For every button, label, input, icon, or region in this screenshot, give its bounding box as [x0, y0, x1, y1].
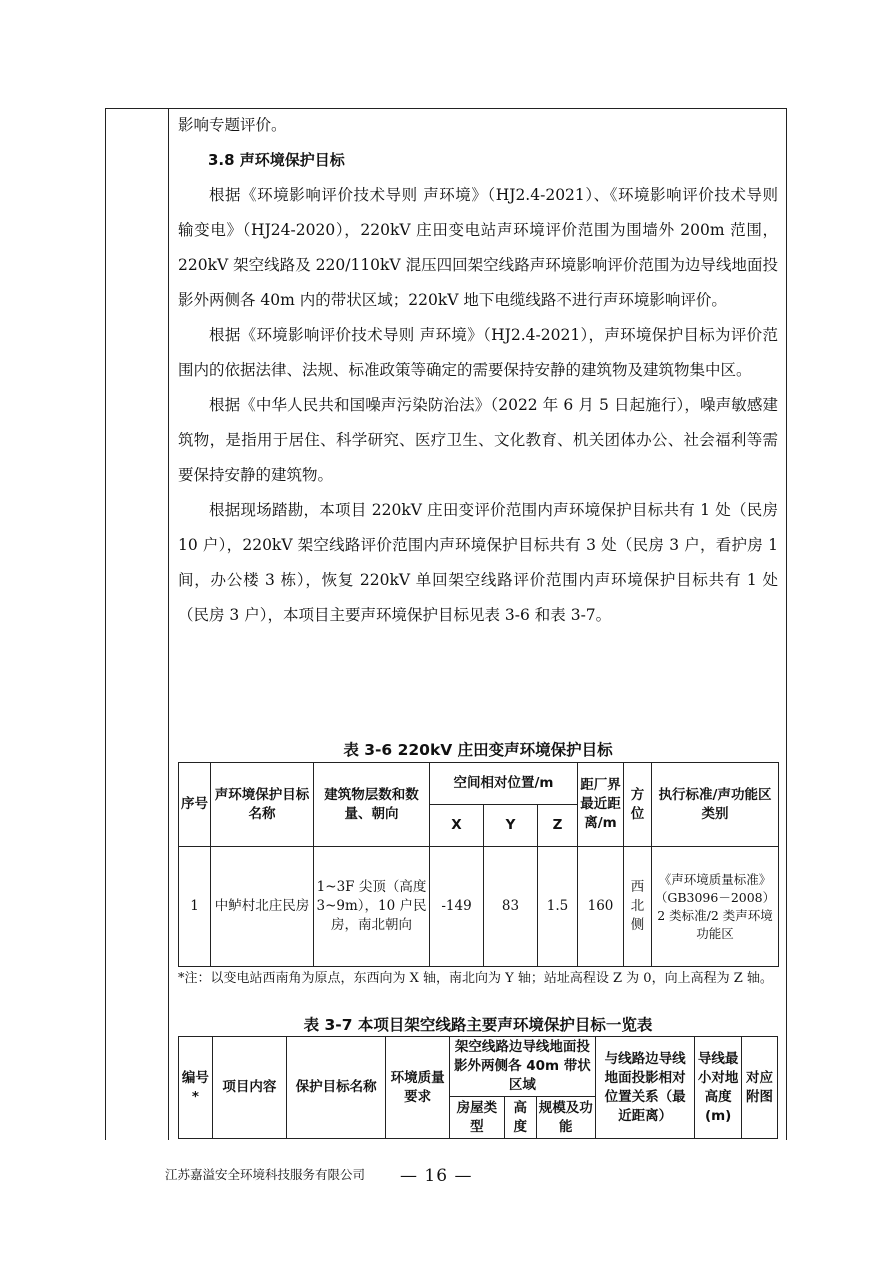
header-distance: 距厂界最近距离/m: [578, 763, 624, 847]
header-direction: 方位: [624, 763, 652, 847]
header-position: 空间相对位置/m: [430, 763, 578, 805]
paragraph-1: 根据《环境影响评价技术导则 声环境》（HJ2.4-2021）、《环境影响评价技术导则 输变电》（HJ24-2020），220kV 庄田变电站声环境评价范围为围墙外 200m 范围，220kV 架空线路及 220/110kV 混压四回架空线路声环境影响评价范围为边导线地面投影外两侧各 40m 内的带状区域；220kV 地下电缆线路不进行声环境影响评价。: [178, 186, 778, 309]
main-text: [178, 108, 778, 633]
header-figure: 对应附图: [741, 1037, 777, 1139]
table-3-7-caption: 表 3-7 本项目架空线路主要声环境保护目标一览表: [303, 1016, 653, 1034]
paragraph-4: 根据现场踏勘，本项目 220kV 庄田变评价范围内声环境保护目标共有 1 处（民房 10 户），220kV 架空线路评价范围内声环境保护目标共有 3 处（民房 3 户，看护房 1 间，办公楼 3 栋），恢复 220kV 单回架空线路评价范围内声环境保护目标共有 1 处（民房 3 户），本项目主要声环境保护目标见表 3-6 和表 3-7。: [178, 501, 778, 624]
cell-z: 1.5: [538, 847, 578, 967]
cell-building: 1~3F 尖顶（高度 3~9m），10 户民房，南北朝向: [314, 847, 430, 967]
cell-x: -149: [430, 847, 484, 967]
table-3-6-caption: 表 3-6 220kV 庄田变声环境保护目标: [343, 741, 613, 759]
header-y: Y: [484, 805, 538, 847]
paragraph-3: 根据《中华人民共和国噪声污染防治法》（2022 年 6 月 5 日起施行），噪声敏感建筑物，是指用于居住、科学研究、医疗卫生、文化教育、机关团体办公、社会福利等需要保持安静的建筑物。: [178, 396, 778, 484]
header-building: 建筑物层数和数量、朝向: [314, 763, 430, 847]
table-3-6: [178, 762, 779, 967]
header-target: 保护目标名称: [286, 1037, 385, 1139]
header-band: 架空线路边导线地面投影外两侧各 40m 带状区域: [449, 1037, 595, 1097]
paragraph-2: 根据《环境影响评价技术导则 声环境》（HJ2.4-2021），声环境保护目标为评价范围内的依据法律、法规、标准政策等确定的需要保持安静的建筑物及建筑物集中区。: [178, 326, 778, 379]
cell-y: 83: [484, 847, 538, 967]
cell-seq: 1: [179, 847, 211, 967]
page-number: — 16 —: [400, 1166, 473, 1186]
header-no: 编号*: [179, 1037, 213, 1139]
header-seq: 序号: [179, 763, 211, 847]
header-standard: 执行标准/声功能区类别: [652, 763, 779, 847]
cell-standard: 《声环境质量标准》（GB3096－2008）2 类标准/2 类声环境功能区: [652, 847, 779, 967]
table-3-7: [178, 1036, 778, 1139]
header-z: Z: [538, 805, 578, 847]
header-house-type: 房屋类型: [449, 1097, 504, 1139]
header-relative: 与线路边导线地面投影相对位置关系（最近距离）: [595, 1037, 694, 1139]
header-target-name: 声环境保护目标名称: [211, 763, 314, 847]
cell-direction: 西北侧: [624, 847, 652, 967]
header-x: X: [430, 805, 484, 847]
header-height: 高度: [504, 1097, 536, 1139]
header-min-height: 导线最小对地高度(m): [695, 1037, 742, 1139]
header-quality: 环境质量要求: [386, 1037, 449, 1139]
paragraph-0: 影响专题评价。: [178, 116, 287, 134]
header-project: 项目内容: [212, 1037, 286, 1139]
cell-target-name: 中鲈村北庄民房: [211, 847, 314, 967]
header-scale: 规模及功能: [536, 1097, 595, 1139]
cell-distance: 160: [578, 847, 624, 967]
table-3-6-note: *注：以变电站西南角为原点，东西向为 X 轴，南北向为 Y 轴；站址高程设 Z 为 0，向上高程为 Z 轴。: [178, 971, 773, 986]
footer-company: 江苏嘉溢安全环境科技服务有限公司: [165, 1167, 366, 1182]
margin-divider: [168, 109, 169, 1140]
table-row: [179, 847, 779, 967]
section-title: 3.8 声环境保护目标: [208, 151, 345, 169]
